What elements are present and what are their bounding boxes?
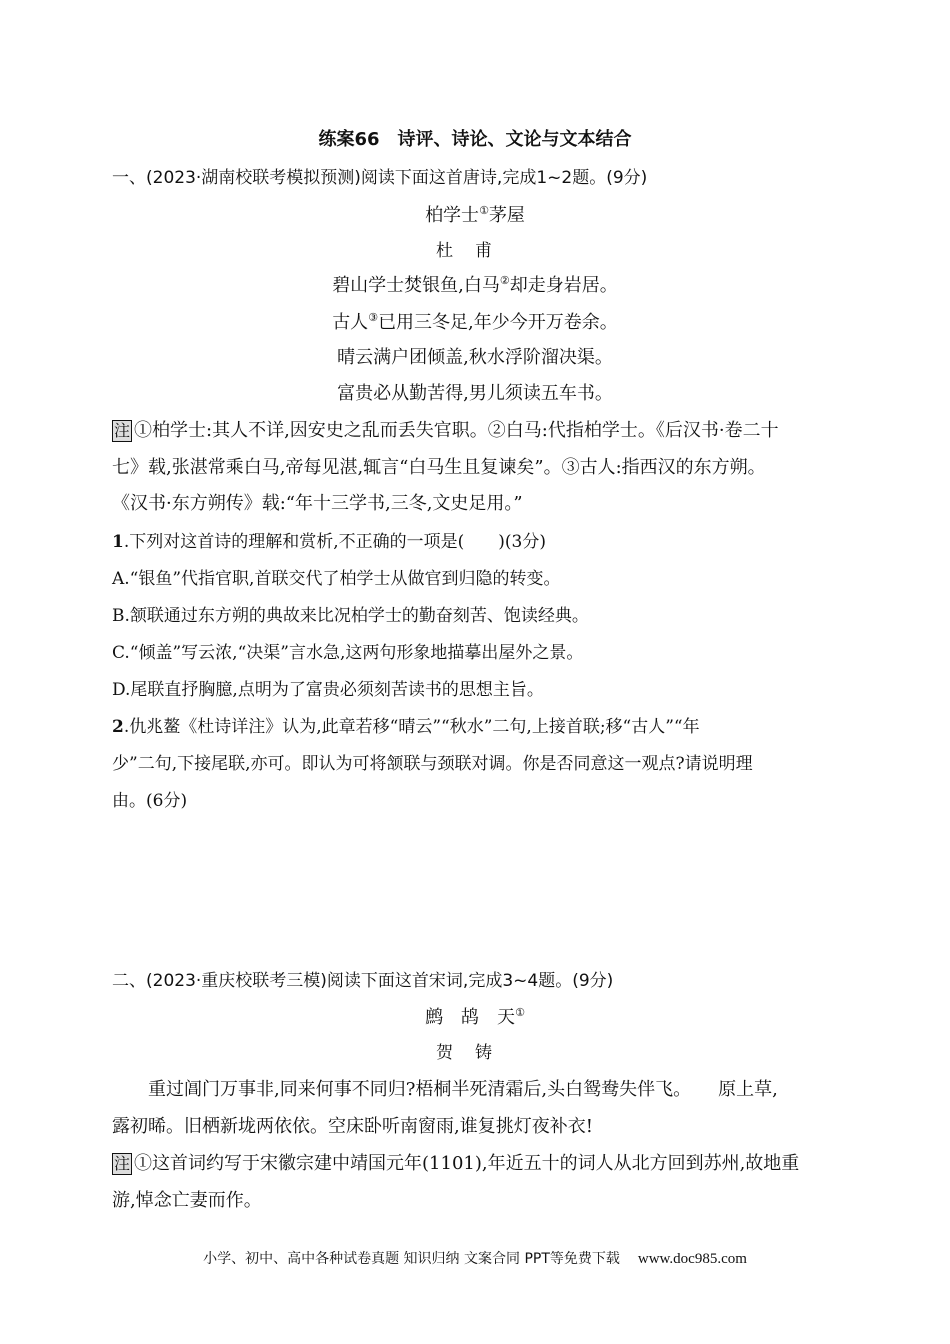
poem2-title-note: ①: [515, 1006, 525, 1019]
poem1-line: [0, 345, 950, 371]
option-d[interactable]: D.尾联直抒胸臆,点明为了富贵必须刻苦读书的思想主旨。: [112, 680, 544, 700]
note-text: ①柏学士:其人不详,因安史之乱而丢失官职。②白马:代指柏学士。《后汉书·卷二十: [134, 420, 779, 441]
poem1-line-text: 晴云满户团倾盖,秋水浮阶溜决渠。: [337, 347, 613, 368]
option-b[interactable]: B.颔联通过东方朔的典故来比况柏学士的勤奋刻苦、饱读经典。: [112, 606, 589, 626]
note-text: 《汉书·东方朔传》载:“年十三学书,三冬,文史足用。”: [112, 493, 523, 514]
poem1-line: [0, 381, 950, 407]
option-a[interactable]: A.“银鱼”代指官职,首联交代了柏学士从做官到归隐的转变。: [112, 569, 561, 589]
question-text: .仇兆鳌《杜诗详注》认为,此章若移“晴云”“秋水”二句,上接首联;移“古人”“年: [123, 717, 700, 737]
poem1-line-text: 古人: [332, 312, 369, 333]
poem2-author: 贺铸: [436, 1043, 514, 1063]
question-text: .下列对这首诗的理解和赏析,不正确的一项是( )(3分): [123, 532, 546, 552]
poem1-title-text: 柏学士: [425, 205, 480, 226]
poem1-line: [0, 310, 950, 336]
note-mark: 注: [114, 1154, 131, 1173]
page-footer: [0, 1248, 950, 1268]
poem1-line-note: ③: [368, 311, 379, 324]
question-number: 2: [112, 717, 124, 737]
poem1-line-text: 已用三冬足,年少今开万卷余。: [378, 312, 618, 333]
section1-heading: 一、(2023·湖南校联考模拟预测)阅读下面这首唐诗,完成1~2题。(9分): [112, 168, 648, 188]
poem1-line: [0, 273, 950, 299]
option-c[interactable]: C.“倾盖”写云浓,“决渠”言水急,这两句形象地描摹出屋外之景。: [112, 643, 584, 663]
note-text: 游,悼念亡妻而作。: [112, 1190, 262, 1211]
poem1-line-text: 碧山学士焚银鱼,白马: [332, 275, 500, 296]
footer-url[interactable]: www.doc985.com: [637, 1251, 747, 1267]
poem1-line-text: 富贵必从勤苦得,男儿须读五车书。: [337, 383, 613, 404]
poem2-title-text: 鹧 鸪 天: [425, 1007, 516, 1028]
question-2: [112, 714, 842, 740]
poem2-line: 重过阊门万事非,同来何事不同归?梧桐半死清霜后,头白鸳鸯失伴飞。 原上草,: [148, 1079, 778, 1100]
poem1-author: 杜甫: [436, 241, 514, 261]
poem1-title-tail: 茅屋: [488, 205, 525, 226]
question-number: 1: [112, 532, 124, 552]
question-text: 少”二句,下接尾联,亦可。即认为可将颔联与颈联对调。你是否同意这一观点?请说明理: [112, 754, 753, 774]
poem1-note: [112, 418, 842, 444]
poem2-line: 露初晞。旧栖新垅两依依。空床卧听南窗雨,谁复挑灯夜补衣!: [112, 1116, 593, 1137]
note-mark: 注: [114, 421, 131, 440]
section2-heading: 二、(2023·重庆校联考三模)阅读下面这首宋词,完成3~4题。(9分): [112, 971, 614, 991]
question-text: 由。(6分): [112, 791, 188, 811]
note-text: ①这首词约写于宋徽宗建中靖国元年(1101),年近五十的词人从北方回到苏州,故地重: [134, 1153, 800, 1174]
poem1-line-text: 却走身岩居。: [509, 275, 618, 296]
question-1: [112, 529, 842, 555]
poem2-title: [0, 1005, 950, 1031]
poem2-note: [112, 1151, 842, 1177]
poem1-title-note: ①: [479, 204, 489, 217]
footer-text: 小学、初中、高中各种试卷真题 知识归纳 文案合同 PPT等免费下载: [203, 1251, 620, 1267]
page-title: 练案66 诗评、诗论、文论与文本结合: [318, 129, 632, 150]
poem1-line-note: ②: [499, 274, 510, 287]
poem1-title: [0, 203, 950, 229]
note-text: 七》载,张湛常乘白马,帝每见湛,辄言“白马生且复谏矣”。③古人:指西汉的东方朔。: [112, 457, 766, 478]
